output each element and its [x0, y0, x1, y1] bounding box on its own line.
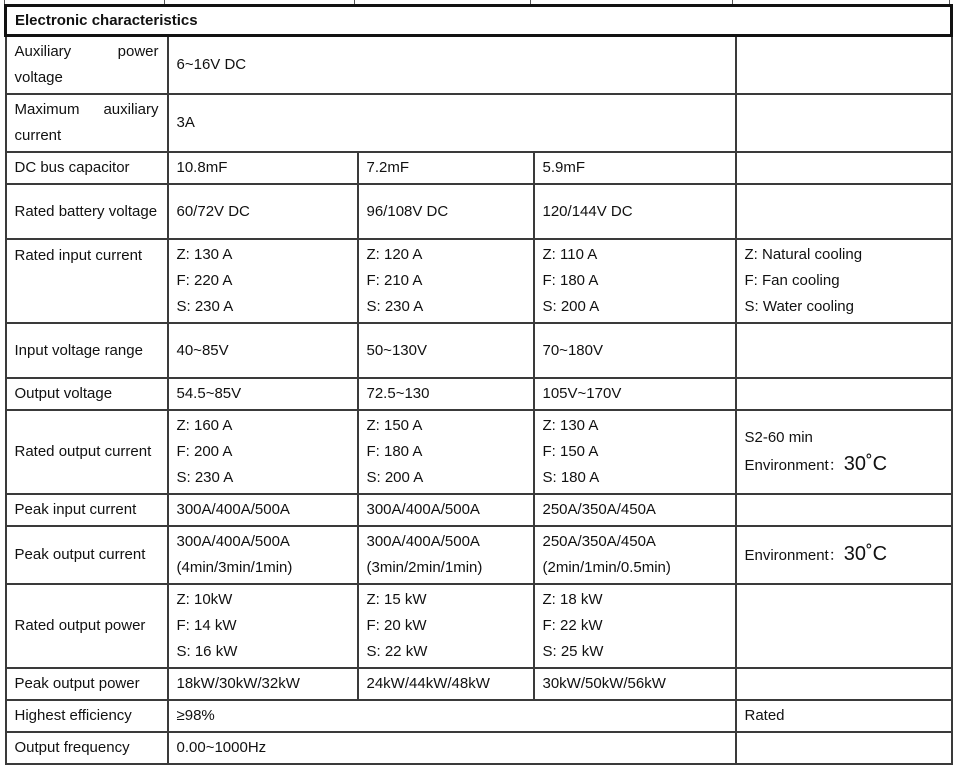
value-cell: Z: 130 A F: 150 A S: 180 A [534, 410, 736, 494]
row-label: Output frequency [6, 732, 168, 764]
note-cell [736, 323, 952, 378]
note-cell [736, 494, 952, 526]
value-cell: Z: 110 A F: 180 A S: 200 A [534, 239, 736, 323]
value-cell: 0.00~1000Hz [168, 732, 736, 764]
note-cell: Rated [736, 700, 952, 732]
value-cell: Z: 15 kW F: 20 kW S: 22 kW [358, 584, 534, 668]
table-row [6, 668, 952, 700]
row-label: Rated output current [6, 410, 168, 494]
value-cell: 30kW/50kW/56kW [534, 668, 736, 700]
value-cell: Z: 18 kW F: 22 kW S: 25 kW [534, 584, 736, 668]
table-row [6, 6, 952, 36]
table-row [6, 732, 952, 764]
value-cell: 72.5~130 [358, 378, 534, 410]
value-cell: 120/144V DC [534, 184, 736, 239]
value-cell: 250A/350A/450A [534, 494, 736, 526]
table-row [6, 36, 952, 95]
note-cell [736, 152, 952, 184]
value-cell: 250A/350A/450A (2min/1min/0.5min) [534, 526, 736, 584]
table-row [6, 323, 952, 378]
note-cell: Z: Natural cooling F: Fan cooling S: Water cooling [736, 239, 952, 323]
note-cell [736, 732, 952, 764]
value-cell: 300A/400A/500A [358, 494, 534, 526]
row-label: Input voltage range [6, 323, 168, 378]
value-cell: 96/108V DC [358, 184, 534, 239]
value-cell: ≥98% [168, 700, 736, 732]
value-cell: 300A/400A/500A [168, 494, 358, 526]
note-cell [736, 668, 952, 700]
note-cell [736, 184, 952, 239]
value-cell: Z: 10kW F: 14 kW S: 16 kW [168, 584, 358, 668]
row-label: Rated input current [6, 239, 168, 323]
table-row [6, 239, 952, 323]
value-cell: Z: 130 A F: 220 A S: 230 A [168, 239, 358, 323]
value-cell: Z: 120 A F: 210 A S: 230 A [358, 239, 534, 323]
row-label: Output voltage [6, 378, 168, 410]
note-cell: Environment：30˚C [736, 526, 952, 584]
row-label: Auxiliary power voltage [6, 36, 168, 95]
table-title: Electronic characteristics [6, 6, 952, 36]
note-cell [736, 94, 952, 152]
table-row [6, 94, 952, 152]
value-cell: Z: 160 A F: 200 A S: 230 A [168, 410, 358, 494]
table-row [6, 152, 952, 184]
note-cell: S2-60 min Environment：30˚C [736, 410, 952, 494]
row-label: Peak output current [6, 526, 168, 584]
row-label: Maximum auxiliary current [6, 94, 168, 152]
row-label: Highest efficiency [6, 700, 168, 732]
value-cell: 18kW/30kW/32kW [168, 668, 358, 700]
row-label: Peak input current [6, 494, 168, 526]
value-cell: 70~180V [534, 323, 736, 378]
value-cell: 5.9mF [534, 152, 736, 184]
row-label: Peak output power [6, 668, 168, 700]
table-row [6, 700, 952, 732]
table-row [6, 378, 952, 410]
row-label: Rated battery voltage [6, 184, 168, 239]
table-row [6, 184, 952, 239]
value-cell: 3A [168, 94, 736, 152]
value-cell: 60/72V DC [168, 184, 358, 239]
table-row [6, 410, 952, 494]
row-label: DC bus capacitor [6, 152, 168, 184]
row-label: Rated output power [6, 584, 168, 668]
note-cell [736, 378, 952, 410]
table-row [6, 494, 952, 526]
note-cell [736, 584, 952, 668]
value-cell: 54.5~85V [168, 378, 358, 410]
value-cell: 10.8mF [168, 152, 358, 184]
note-cell [736, 36, 952, 95]
table-row [6, 584, 952, 668]
value-cell: 24kW/44kW/48kW [358, 668, 534, 700]
value-cell: 300A/400A/500A (3min/2min/1min) [358, 526, 534, 584]
value-cell: 50~130V [358, 323, 534, 378]
value-cell: 7.2mF [358, 152, 534, 184]
value-cell: 40~85V [168, 323, 358, 378]
spec-table [4, 4, 953, 765]
value-cell: 6~16V DC [168, 36, 736, 95]
value-cell: 300A/400A/500A (4min/3min/1min) [168, 526, 358, 584]
value-cell: Z: 150 A F: 180 A S: 200 A [358, 410, 534, 494]
value-cell: 105V~170V [534, 378, 736, 410]
table-row [6, 526, 952, 584]
